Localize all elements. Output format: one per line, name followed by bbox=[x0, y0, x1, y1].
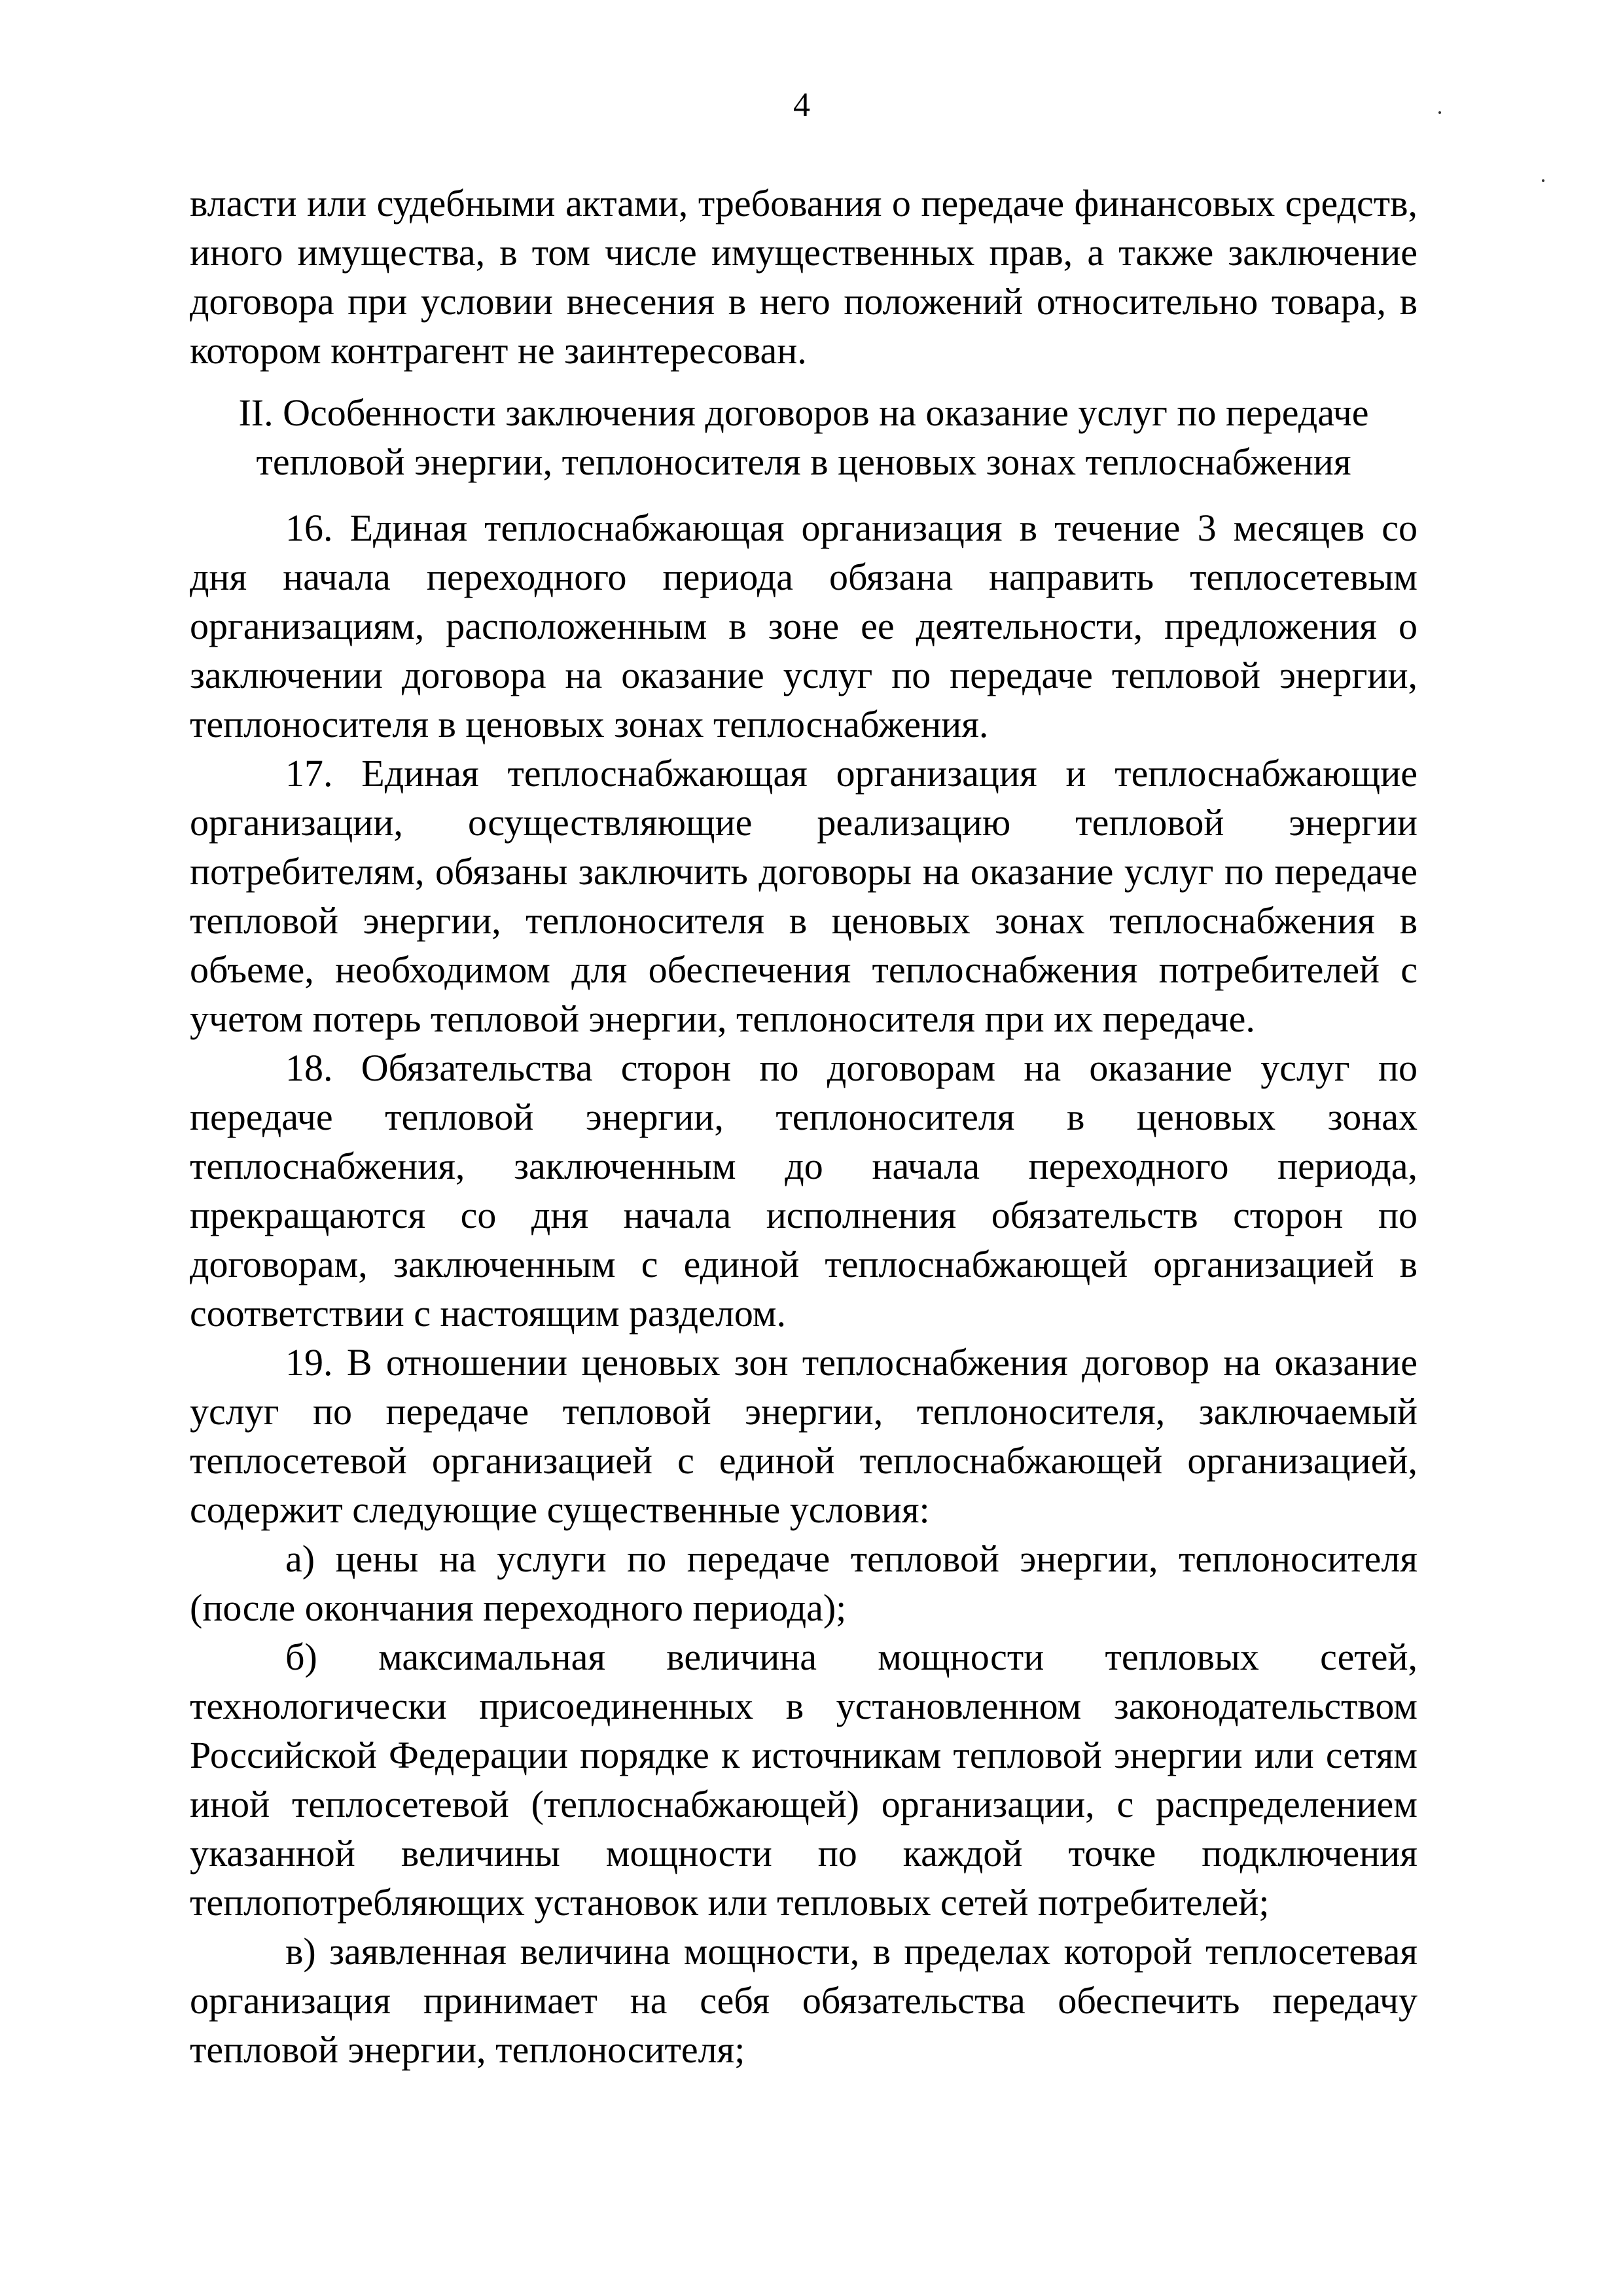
page-number: 4 bbox=[793, 86, 810, 124]
document-body bbox=[190, 179, 1418, 2074]
paragraph-19-item-b: б) максимальная величина мощности тепловых сетей, технологически присоединенных в установленном законодательством Российской Федерации порядке к источникам тепловой энергии или сетям иной теплосетевой (теплоснабжающей) организации, с распределением указанной величины мощности по каждой точке подключения теплопотребляющих установок или тепловых сетей потребителей; bbox=[190, 1636, 1418, 1924]
scan-speck bbox=[1438, 111, 1441, 114]
paragraph-19-item-v: в) заявленная величина мощности, в пределах которой теплосетевая организация принимает на себя обязательства обеспечить передачу тепловой энергии, теплоносителя; bbox=[190, 1930, 1418, 2071]
paragraph-16: 16. Единая теплоснабжающая организация в течение 3 месяцев со дня начала переходного периода обязана направить теплосетевым организациям, расположенным в зоне ее деятельности, предложения о заключении договора на оказание услуг по передаче тепловой энергии, теплоносителя в ценовых зонах теплоснабжения. bbox=[190, 507, 1418, 745]
paragraph-18: 18. Обязательства сторон по договорам на оказание услуг по передаче тепловой энергии, теплоносителя в ценовых зонах теплоснабжения, заключенным до начала переходного периода, прекращаются со дня начала исполнения обязательств сторон по договорам, заключенным с единой теплоснабжающей организацией в соответствии с настоящим разделом. bbox=[190, 1047, 1418, 1335]
paragraph-17: 17. Единая теплоснабжающая организация и теплоснабжающие организации, осуществляющие реализацию тепловой энергии потребителям, обязаны заключить договоры на оказание услуг по передаче тепловой энергии, теплоносителя в ценовых зонах теплоснабжения в объеме, необходимом для обеспечения теплоснабжения потребителей с учетом потерь тепловой энергии, теплоносителя при их передаче. bbox=[190, 752, 1418, 1040]
section-heading-line-2: тепловой энергии, теплоносителя в ценовых зонах теплоснабжения bbox=[256, 440, 1351, 483]
scan-speck bbox=[1542, 179, 1544, 182]
section-heading bbox=[190, 388, 1418, 486]
intro-paragraph: власти или судебными актами, требования о передаче финансовых средств, иного имущества, в том числе имущественных прав, а также заключение договора при условии внесения в него положений относительно товара, в котором контрагент не заинтересован. bbox=[190, 182, 1418, 372]
paragraph-19: 19. В отношении ценовых зон теплоснабжения договор на оказание услуг по передаче тепловой энергии, теплоносителя, заключаемый теплосетевой организацией с единой теплоснабжающей организацией, содержит следующие существенные условия: bbox=[190, 1341, 1418, 1531]
paragraph-19-item-a: а) цены на услуги по передаче тепловой энергии, теплоносителя (после окончания переходного периода); bbox=[190, 1537, 1418, 1629]
section-heading-line-1: II. Особенности заключения договоров на оказание услуг по передаче bbox=[238, 391, 1369, 434]
